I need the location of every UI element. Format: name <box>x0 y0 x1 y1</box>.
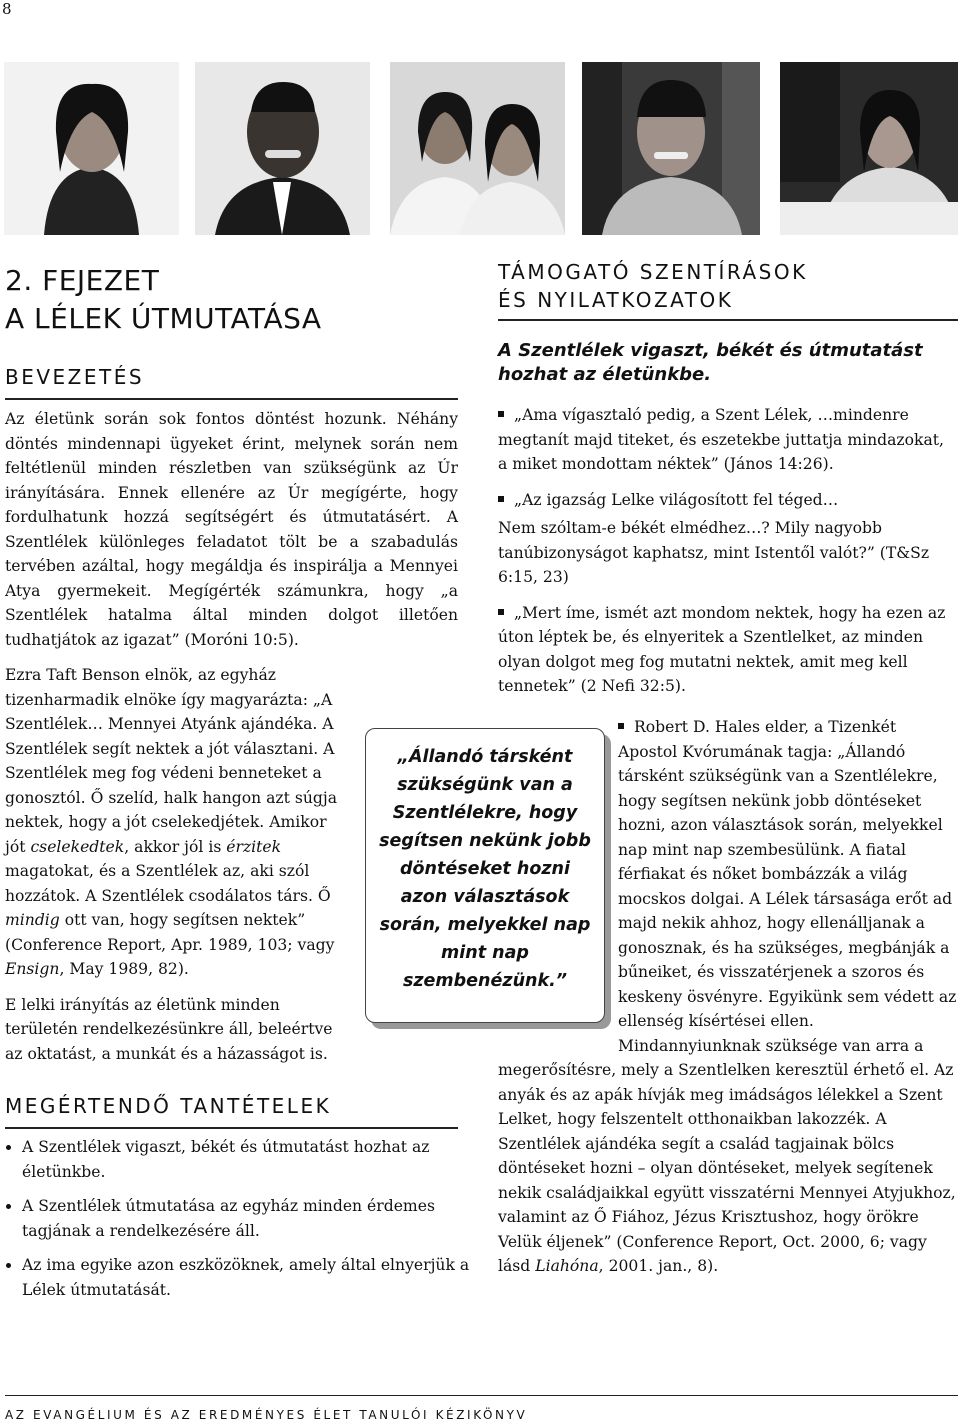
photo-portrait-woman <box>4 62 179 235</box>
text-run-italic: mindig <box>5 911 60 929</box>
chapter-name: A LÉLEK ÚTMUTATÁSA <box>5 302 322 335</box>
scripture-text: „Az igazság Lelke világosított fel téged… <box>514 490 839 509</box>
intro-heading: BEVEZETÉS <box>5 365 145 389</box>
quote-text-italic: Liahóna <box>535 1257 599 1275</box>
principle-item: • A Szentlélek útmutatása az egyház minden érdemes tagjának a rendelkezésére áll. <box>22 1194 475 1243</box>
text-wrap-spacer <box>498 715 618 1035</box>
text-run: ott van, hogy segítsen nektek” (Conference Report, Apr. 1989, 103; vagy <box>5 911 335 954</box>
scripture-text: „Mert íme, ismét azt mondom nektek, hogy ha ezen az úton léptek be, és elnyeritek a Szentlelket, az minden olyan dolgot meg fog mutatni nektek, amit meg kell tennetek” (2 Nefi 32:5). <box>498 603 946 695</box>
support-subheading: A Szentlélek vigaszt, békét és útmutatást hozhat az életünkbe. <box>498 340 923 385</box>
quote-text: Robert D. Hales elder, a Tizenkét Apostol Kvórumának tagja: „Állandó társként szükségünk van a Szentlélekre, hogy segítsen nekünk jobb döntéseket hozni, azon választások során, melyekkel nap mint nap szembesülünk. A fiatal férfiakat és nőket bombázzák a világ mocskos dolgai. A Lélek társasága erőt ad majd nekik ahhoz, hogy ellenálljanak a gonosznak, és ha szükséges, megbánják a bűneiket, és visszatérjenek a szoros és keskeny ösvényre. Egyikünk sem védett az ellenség kísértései ellen. Mindannyiunknak szüksége van arra a megerősítésre, mely a Szentlelken keresztül érhető el. Az anyák és az apák hívják meg imádságos lélekkel a Szent Lelket, hogy felszentelt otthonaikban lakozzék. A Szentlélek ajándéka segít a család tagjainak bölcs döntéseket hozni – olyan döntéseket, melyek segítenek nekik családjaikkal együtt visszatérni Mennyei Atyjukhoz, valamint az Ő Fiához, Jézus Krisztushoz, hogy örökre Velük éljenek” (Conference Report, Oct. 2000, 6; vagy lásd <box>498 718 957 1275</box>
photo-portrait-young-man <box>582 62 760 235</box>
square-bullet-icon <box>498 609 504 615</box>
scripture-text: „Ama vígasztaló pedig, a Szent Lélek, …mindenre megtanít majd titeket, és eszetekbe juttatja mindazokat, a miket mondottam néktek” (János 14:26). <box>498 406 944 473</box>
principles-list <box>0 1135 475 1312</box>
footer-title: AZ EVANGÉLIUM ÉS AZ EREDMÉNYES ÉLET TANULÓI KÉZIKÖNYV <box>5 1408 528 1422</box>
support-heading-line: TÁMOGATÓ SZENTÍRÁSOK <box>498 260 808 284</box>
hales-quote <box>498 715 958 1279</box>
divider <box>498 319 958 321</box>
text-run: magatokat, és a Szentlélek az, aki szól hozzátok. A Szentlélek csodálatos társ. Ő <box>5 862 331 905</box>
divider <box>5 398 458 400</box>
footer-divider <box>5 1395 958 1396</box>
page-number: 8 <box>2 0 12 18</box>
text-run-italic: cselekedtek <box>30 837 125 856</box>
photo-portrait-two-girls <box>390 62 565 235</box>
support-heading <box>498 258 808 314</box>
scriptures <box>498 403 958 710</box>
square-bullet-icon <box>498 496 504 502</box>
text-run: , May 1989, 82). <box>59 960 189 978</box>
pull-quote-text: „Állandó társként szükségünk van a Szentlélekre, hogy segítsen nekünk jobb döntéseket hozni azon választások során, melyekkel nap mint nap szembenézünk.” <box>379 747 591 991</box>
support-heading-line: ÉS NYILATKOZATOK <box>498 288 734 312</box>
intro-paragraph-2 <box>5 663 343 982</box>
text-run-italic: Ensign <box>5 960 60 978</box>
intro-paragraph-1: Az életünk során sok fontos döntést hozunk. Néhány döntés mindennapi ügyeket érint, melynek során nem feltétlenül minden részletben van szükségünk az Úr irányítására. Ennek ellenére az Úr megígérte, hogy fordulhatunk hozzá segítségért és útmutatásért. A Szentlélek különleges feladatot tölt be a szabadulás tervében azáltal, hogy megáldja és inspirálja a Mennyei Atya gyermekeit. Megígérték számunkra, hogy „a Szentlélek hatalma által minden dolgot illetően tudhatjátok az igazat” (Moróni 10:5). <box>5 410 458 649</box>
chapter-number: 2. FEJEZET <box>5 264 160 297</box>
scripture-item <box>498 403 958 477</box>
photo-portrait-woman-writing <box>780 62 958 235</box>
scripture-item <box>498 601 958 699</box>
photo-portrait-man <box>195 62 370 235</box>
scripture-item-continued: Nem szóltam-e békét elmédhez…? Mily nagyobb tanúbizonyságot kaphatsz, mint Istentől valót?” (T&Sz 6:15, 23) <box>498 519 930 586</box>
principle-item: • Az ima egyike azon eszközöknek, amely által elnyerjük a Lélek útmutatását. <box>22 1253 475 1302</box>
divider <box>5 1127 458 1129</box>
principle-item: • A Szentlélek vigaszt, békét és útmutatást hozhat az életünkbe. <box>22 1135 475 1184</box>
square-bullet-icon <box>498 411 504 417</box>
scripture-item <box>498 488 958 513</box>
text-run: , akkor jól is <box>124 837 227 856</box>
text-run: Ezra Taft Benson elnök, az egyház tizenharmadik elnöke így magyarázta: „A Szentlélek… Mennyei Atyánk ajándéka. A Szentlélek segít nektek a jót választani. A Szentlélek meg fog védeni benneteket a gonosztól. Ő szelíd, halk hangon azt súgja nektek, hogy a jót cselekedjétek. Amikor jót <box>5 666 338 856</box>
principles-heading: MEGÉRTENDŐ TANTÉTELEK <box>5 1094 332 1118</box>
square-bullet-icon <box>618 723 624 729</box>
chapter-title <box>5 262 322 338</box>
text-run-italic: érzitek <box>226 837 282 856</box>
intro-paragraph-3: E lelki irányítás az életünk minden területén rendelkezésünkre áll, beleértve az oktatást, a munkát és a házasságot is. <box>5 995 333 1063</box>
quote-text: , 2001. jan., 8). <box>598 1257 719 1275</box>
